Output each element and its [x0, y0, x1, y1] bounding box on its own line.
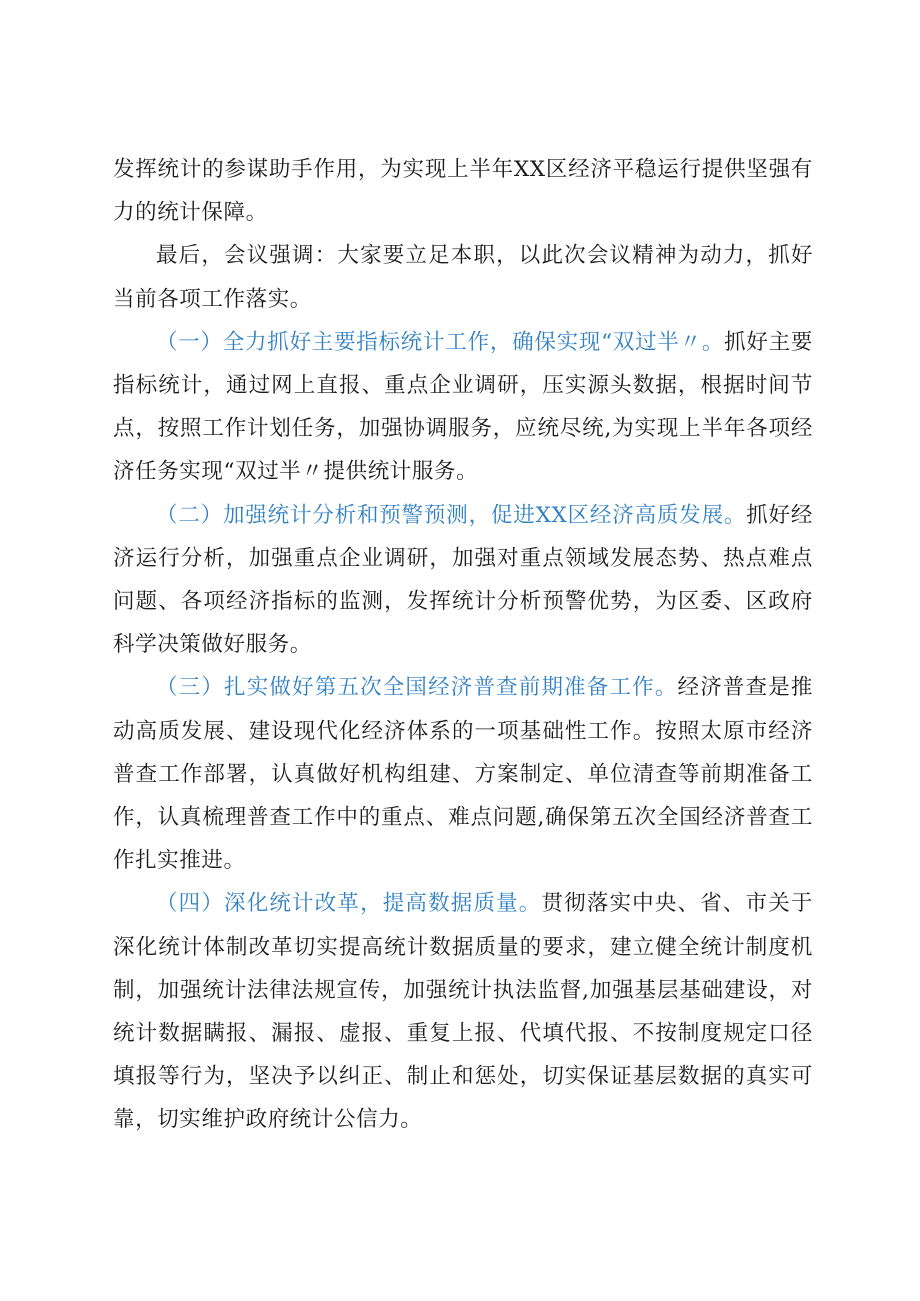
section-2 — [113, 494, 813, 667]
document-body — [113, 148, 813, 1142]
section-body: 贯彻落实中央、省、市关于深化统计体制改革切实提高统计数据质量的要求，建立健全统计制度机制，加强统计法律法规宣传，加强统计执法监督,加强基层基础建设，对统计数据瞒报、漏报、虚报、重复上报、代填代报、不按制度规定口径填报等行为，坚决予以纠正、制止和惩处，切实保证基层数据的真实可靠，切实维护政府统计公信力。 — [113, 891, 814, 1133]
paragraph-text: 最后，会议强调：大家要立足本职，以此次会议精神为动力，抓好当前各项工作落实。 — [113, 243, 813, 312]
section-heading: （一）全力抓好主要指标统计工作，确保实现“双过半〃。 — [156, 329, 725, 355]
section-heading: （三）扎实做好第五次全国经济普查前期准备工作。 — [156, 675, 678, 701]
paragraph-conclusion — [113, 234, 813, 320]
section-3 — [113, 666, 813, 882]
section-body: 抓好主要指标统计，通过网上直报、重点企业调研，压实源头数据，根据时间节点，按照工作计划任务，加强协调服务，应统尽统,为实现上半年各项经济任务实现“双过半〃提供统计服务。 — [113, 329, 813, 485]
section-1 — [113, 321, 813, 494]
section-heading: （二）加强统计分析和预警预测，促进XX区经济高质发展。 — [156, 502, 747, 528]
paragraph-text: 发挥统计的参谋助手作用，为实现上半年XX区经济平稳运行提供坚强有力的统计保障。 — [113, 157, 813, 226]
section-body: 经济普查是推动高质发展、建设现代化经济体系的一项基础性工作。按照太原市经济普查工作部署，认真做好机构组建、方案制定、单位清查等前期准备工作，认真梳理普查工作中的重点、难点问题,确保第五次全国经济普查工作扎实推进。 — [113, 675, 813, 874]
section-body: 抓好经济运行分析，加强重点企业调研，加强对重点领域发展态势、热点难点问题、各项经济指标的监测，发挥统计分析预警优势，为区委、区政府科学决策做好服务。 — [113, 502, 813, 658]
section-4 — [113, 882, 813, 1141]
section-heading: （四）深化统计改革，提高数据质量。 — [156, 891, 542, 917]
paragraph-continuation — [113, 148, 813, 234]
